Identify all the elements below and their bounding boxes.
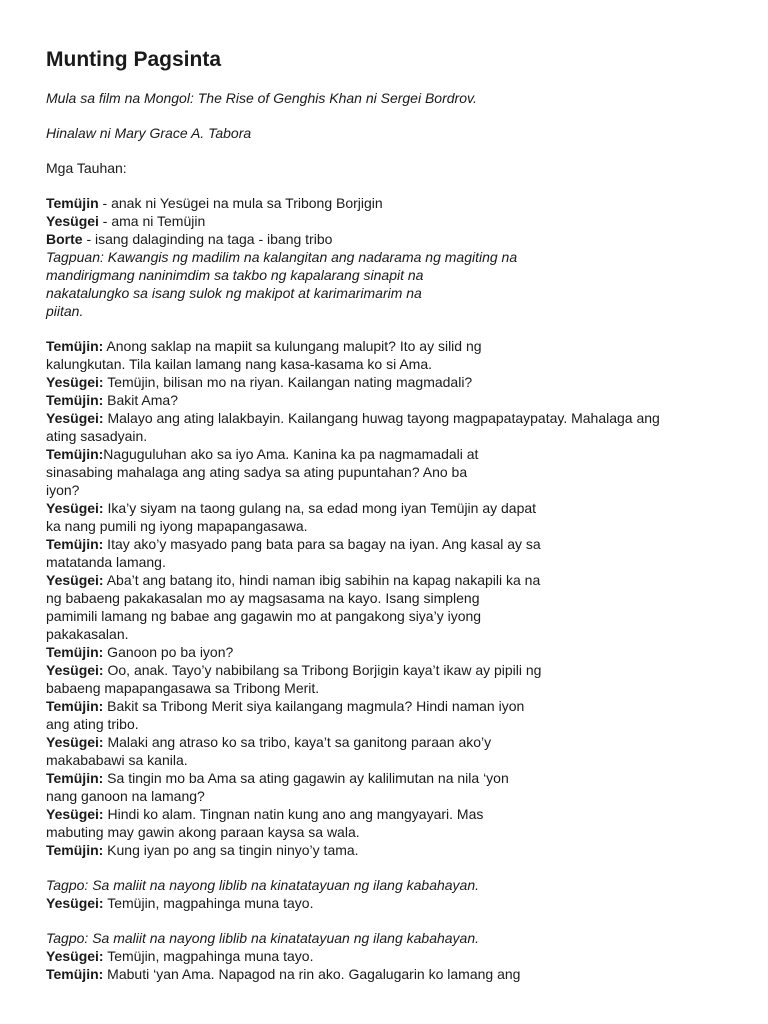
- line-text: Temüjin, magpahinga muna tayo.: [103, 948, 314, 964]
- speaker-name: Yesügei:: [46, 500, 104, 516]
- text-line: [46, 607, 726, 625]
- text-line: [46, 679, 726, 697]
- line-text: Mula sa film na Mongol: The Rise of Genghis Khan ni Sergei Bordrov.: [46, 90, 477, 106]
- line-text: Tagpo: Sa maliit na nayong liblib na kinatatayuan ng ilang kabahayan.: [46, 877, 480, 893]
- paragraph: [46, 929, 726, 983]
- speaker-name: Yesügei:: [46, 662, 104, 678]
- text-line: [46, 159, 726, 177]
- italic-line: [46, 284, 726, 302]
- paragraph-spacer: [46, 177, 726, 194]
- text-line: [46, 715, 726, 733]
- document-body: [46, 72, 726, 983]
- line-text: Hinalaw ni Mary Grace A. Tabora: [46, 125, 252, 141]
- text-line: [46, 427, 726, 445]
- italic-line: [46, 248, 726, 266]
- document-page: [46, 48, 726, 983]
- dialogue-line: [46, 194, 726, 212]
- line-text: Oo, anak. Tayo’y nabibilang sa Tribong Borjigin kaya’t ikaw ay pipili ng: [103, 662, 542, 678]
- speaker-name: Yesügei:: [46, 948, 104, 964]
- line-text: Temüjin, bilisan mo na riyan. Kailangan nating magmadali?: [103, 374, 473, 390]
- paragraph-spacer: [46, 859, 726, 876]
- paragraph-spacer: [46, 142, 726, 159]
- speaker-name: Temüjin:: [46, 338, 104, 354]
- line-text: Mga Tauhan:: [46, 160, 127, 176]
- dialogue-line: [46, 230, 726, 248]
- dialogue-line: [46, 643, 726, 661]
- line-text: pakakasalan.: [46, 626, 129, 642]
- line-text: iyon?: [46, 482, 80, 498]
- speaker-name: Yesügei: [46, 213, 99, 229]
- dialogue-line: [46, 409, 726, 427]
- dialogue-line: [46, 697, 726, 715]
- speaker-name: Temüjin:: [46, 446, 104, 462]
- line-text: Mabuti ‘yan Ama. Napagod na rin ako. Gagalugarin ko lamang ang: [103, 966, 521, 982]
- text-line: [46, 553, 726, 571]
- speaker-name: Temüjin:: [46, 536, 104, 552]
- speaker-name: Temüjin:: [46, 842, 104, 858]
- line-text: ang ating tribo.: [46, 716, 139, 732]
- paragraph: [46, 124, 726, 142]
- text-line: [46, 787, 726, 805]
- line-text: Tagpuan: Kawangis ng madilim na kalangitan ang nadarama ng magiting na: [46, 249, 518, 265]
- line-text: Malaki ang atraso ko sa tribo, kaya’t sa ganitong paraan ako’y: [103, 734, 492, 750]
- speaker-name: Yesügei:: [46, 806, 104, 822]
- text-line: [46, 823, 726, 841]
- dialogue-line: [46, 805, 726, 823]
- line-text: makababawi sa kanila.: [46, 752, 188, 768]
- dialogue-line: [46, 661, 726, 679]
- line-text: Ganoon po ba iyon?: [103, 644, 234, 660]
- speaker-name: Temüjin:: [46, 770, 104, 786]
- text-line: [46, 481, 726, 499]
- dialogue-line: [46, 391, 726, 409]
- paragraph: [46, 194, 726, 320]
- dialogue-line: [46, 965, 726, 983]
- dialogue-line: [46, 373, 726, 391]
- dialogue-line: [46, 499, 726, 517]
- line-text: matatanda lamang.: [46, 554, 166, 570]
- text-line: [46, 751, 726, 769]
- line-text: Aba’t ang batang ito, hindi naman ibig sabihin na kapag nakapili ka na: [103, 572, 541, 588]
- line-text: Naguguluhan ako sa iyo Ama. Kanina ka pa nagmamadali at: [103, 446, 479, 462]
- dialogue-line: [46, 947, 726, 965]
- dialogue-line: [46, 894, 726, 912]
- document-title: Munting Pagsinta: [46, 48, 221, 71]
- line-text: babaeng mapapangasawa sa Tribong Merit.: [46, 680, 320, 696]
- line-text: ng babaeng pakakasalan mo ay magsasama na kayo. Isang simpleng: [46, 590, 480, 606]
- speaker-name: Yesügei:: [46, 572, 104, 588]
- line-text: Sa tingin mo ba Ama sa ating gagawin ay kalilimutan na nila ‘yon: [103, 770, 509, 786]
- line-text: Temüjin, magpahinga muna tayo.: [103, 895, 314, 911]
- paragraph: [46, 337, 726, 859]
- line-text: Tagpo: Sa maliit na nayong liblib na kinatatayuan ng ilang kabahayan.: [46, 930, 480, 946]
- paragraph-spacer: [46, 107, 726, 124]
- paragraph-spacer: [46, 320, 726, 337]
- line-text: ating sasadyain.: [46, 428, 148, 444]
- dialogue-line: [46, 445, 726, 463]
- paragraph: [46, 89, 726, 107]
- line-text: nang ganoon na lamang?: [46, 788, 205, 804]
- text-line: [46, 463, 726, 481]
- dialogue-line: [46, 535, 726, 553]
- dialogue-line: [46, 571, 726, 589]
- line-text: Bakit Ama?: [103, 392, 178, 408]
- line-text: ka nang pumili ng iyong mapapangasawa.: [46, 518, 308, 534]
- speaker-name: Temüjin:: [46, 392, 104, 408]
- line-text: pamimili lamang ng babae ang gagawin mo at pangakong siya’y iyong: [46, 608, 482, 624]
- dialogue-line: [46, 337, 726, 355]
- speaker-name: Temüjin:: [46, 644, 104, 660]
- line-text: - anak ni Yesügei na mula sa Tribong Borjigin: [98, 195, 383, 211]
- paragraph: [46, 876, 726, 912]
- italic-line: [46, 929, 726, 947]
- line-text: mandirigmang naninimdim sa takbo ng kapalarang sinapit na: [46, 267, 424, 283]
- speaker-name: Yesügei:: [46, 374, 104, 390]
- line-text: Malayo ang ating lalakbayin. Kailangang huwag tayong magpapataypatay. Mahalaga ang: [103, 410, 660, 426]
- line-text: Itay ako’y masyado pang bata para sa bagay na iyan. Ang kasal ay sa: [103, 536, 541, 552]
- speaker-name: Borte: [46, 231, 83, 247]
- italic-line: [46, 302, 726, 320]
- dialogue-line: [46, 769, 726, 787]
- italic-line: [46, 89, 726, 107]
- line-text: sinasabing mahalaga ang ating sadya sa ating pupuntahan? Ano ba: [46, 464, 468, 480]
- paragraph: [46, 159, 726, 177]
- speaker-name: Temüjin:: [46, 698, 104, 714]
- line-text: kalungkutan. Tila kailan lamang nang kasa-kasama ko si Ama.: [46, 356, 432, 372]
- speaker-name: Yesügei:: [46, 410, 104, 426]
- speaker-name: Temüjin:: [46, 966, 104, 982]
- text-line: [46, 517, 726, 535]
- speaker-name: Yesügei:: [46, 734, 104, 750]
- speaker-name: Yesügei:: [46, 895, 104, 911]
- dialogue-line: [46, 212, 726, 230]
- line-text: - ama ni Temüjin: [98, 213, 206, 229]
- line-text: Ika’y siyam na taong gulang na, sa edad mong iyan Temüjin ay dapat: [103, 500, 537, 516]
- paragraph-spacer: [46, 72, 726, 89]
- italic-line: [46, 124, 726, 142]
- italic-line: [46, 266, 726, 284]
- speaker-name: Temüjin: [46, 195, 99, 211]
- line-text: mabuting may gawin akong paraan kaysa sa wala.: [46, 824, 360, 840]
- line-text: Kung iyan po ang sa tingin ninyo’y tama.: [103, 842, 359, 858]
- paragraph-spacer: [46, 912, 726, 929]
- dialogue-line: [46, 841, 726, 859]
- line-text: Bakit sa Tribong Merit siya kailangang magmula? Hindi naman iyon: [103, 698, 525, 714]
- dialogue-line: [46, 733, 726, 751]
- text-line: [46, 589, 726, 607]
- text-line: [46, 625, 726, 643]
- text-line: [46, 355, 726, 373]
- line-text: piitan.: [46, 303, 84, 319]
- line-text: nakatalungko sa isang sulok ng makipot at karimarimarim na: [46, 285, 422, 301]
- italic-line: [46, 876, 726, 894]
- line-text: Hindi ko alam. Tingnan natin kung ano ang mangyayari. Mas: [103, 806, 484, 822]
- line-text: Anong saklap na mapiit sa kulungang malupit? Ito ay silid ng: [103, 338, 482, 354]
- line-text: - isang dalaginding na taga - ibang tribo: [82, 231, 333, 247]
